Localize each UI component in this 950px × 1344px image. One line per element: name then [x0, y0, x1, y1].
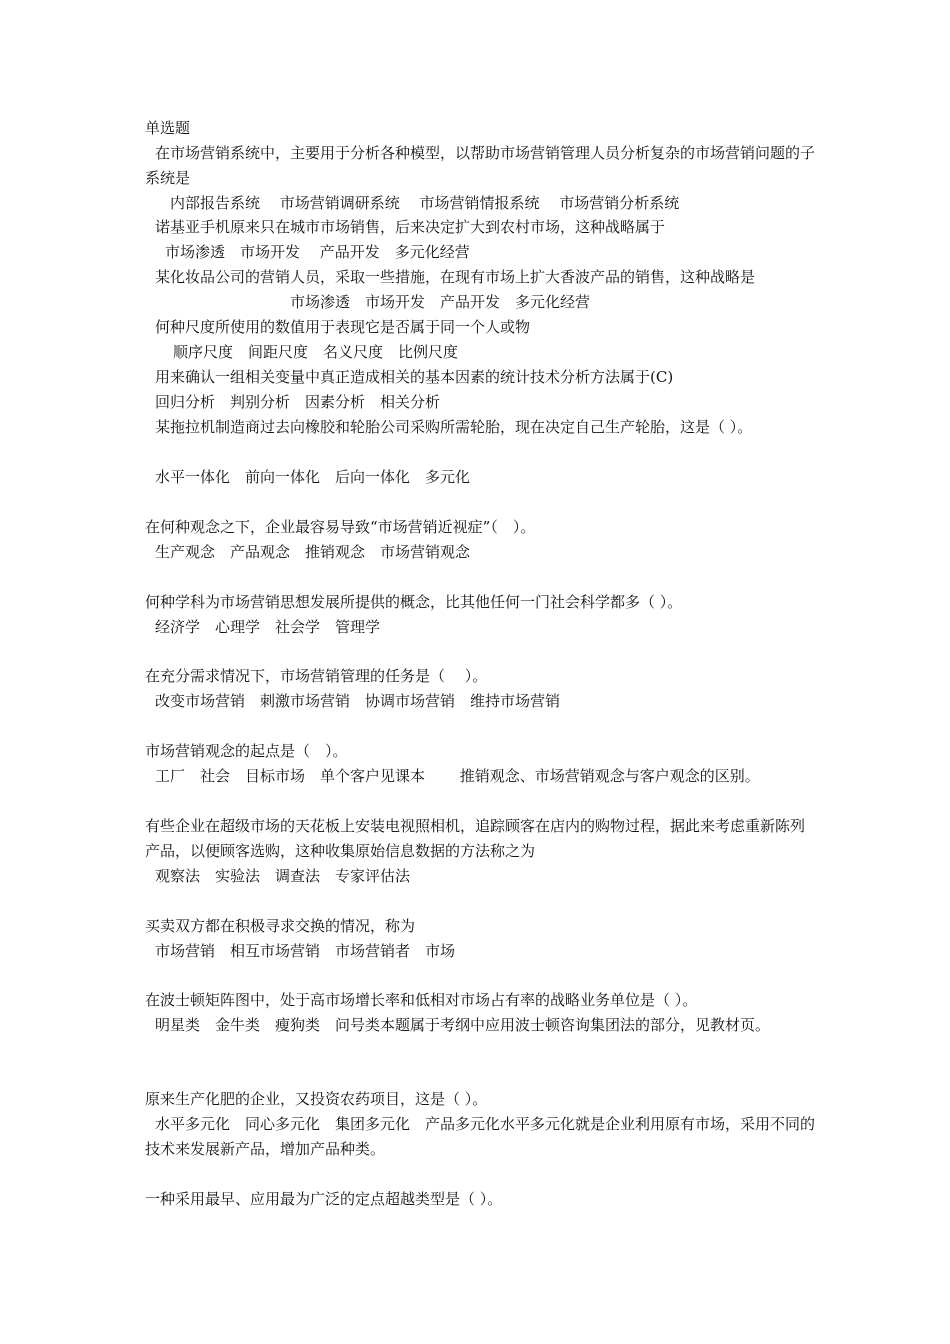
question-stem: 买卖双方都在积极寻求交换的情况，称为: [145, 917, 416, 935]
question-options: 观察法 实验法 调查法 专家评估法: [155, 867, 411, 885]
question-stem: 何种学科为市场营销思想发展所提供的概念，比其他任何一门社会科学都多（ ）。: [145, 593, 683, 611]
question-options: 水平多元化 同心多元化 集团多元化 产品多元化水平多元化就是企业利用原有市场，采用不同的技术来发展新产品，增加产品种类。: [145, 1115, 816, 1158]
question-options: 内部报告系统 市场营销调研系统 市场营销情报系统 市场营销分析系统: [170, 194, 680, 212]
question-options: 市场营销 相互市场营销 市场营销者 市场: [155, 942, 456, 960]
question-stem: 用来确认一组相关变量中真正造成相关的基本因素的统计技术分析方法属于(C): [155, 368, 674, 386]
question-options: 市场渗透 市场开发 产品开发 多元化经营: [165, 243, 470, 261]
question-options: 经济学 心理学 社会学 管理学: [155, 618, 381, 636]
question-options: 生产观念 产品观念 推销观念 市场营销观念: [155, 543, 471, 561]
question-options: 顺序尺度 间距尺度 名义尺度 比例尺度: [173, 343, 459, 361]
question-stem: 在市场营销系统中，主要用于分析各种模型，以帮助市场营销管理人员分析复杂的市场营销问题的子系统是: [145, 144, 816, 187]
question-options: 工厂 社会 目标市场 单个客户见课本 推销观念、市场营销观念与客户观念的区别。: [155, 767, 760, 785]
question-stem: 市场营销观念的起点是（ ）。: [145, 742, 348, 760]
question-stem: 在何种观念之下，企业最容易导致“市场营销近视症”（ ）。: [145, 518, 536, 536]
question-stem: 有些企业在超级市场的天花板上安装电视照相机，追踪顾客在店内的购物过程，据此来考虑重新陈列产品，以便顾客选购，这种收集原始信息数据的方法称之为: [145, 817, 806, 860]
question-stem: 某拖拉机制造商过去向橡胶和轮胎公司采购所需轮胎，现在决定自己生产轮胎，这是（ ）。: [155, 418, 753, 436]
question-stem: 某化妆品公司的营销人员，采取一些措施，在现有市场上扩大香波产品的销售，这种战略是: [155, 268, 756, 286]
question-options: 市场渗透 市场开发 产品开发 多元化经营: [290, 293, 591, 311]
question-stem: 一种采用最早、应用最为广泛的定点超越类型是（ ）。: [145, 1190, 503, 1208]
question-options: 明星类 金牛类 瘦狗类 问号类本题属于考纲中应用波士顿咨询集团法的部分，见教材页。: [155, 1016, 771, 1034]
section-heading: 单选题: [145, 119, 191, 137]
question-options: 改变市场营销 刺激市场营销 协调市场营销 维持市场营销: [155, 692, 561, 710]
question-stem: 诺基亚手机原来只在城市市场销售，后来决定扩大到农村市场，这种战略属于: [155, 218, 666, 236]
question-stem: 在充分需求情况下，市场营销管理的任务是（ ）。: [145, 667, 488, 685]
question-stem: 何种尺度所使用的数值用于表现它是否属于同一个人或物: [155, 318, 531, 336]
question-stem: 在波士顿矩阵图中，处于高市场增长率和低相对市场占有率的战略业务单位是（ ）。: [145, 991, 698, 1009]
question-options: 回归分析 判别分析 因素分析 相关分析: [155, 393, 441, 411]
question-stem: 原来生产化肥的企业，又投资农药项目，这是（ ）。: [145, 1090, 488, 1108]
question-options: 水平一体化 前向一体化 后向一体化 多元化: [155, 468, 471, 486]
